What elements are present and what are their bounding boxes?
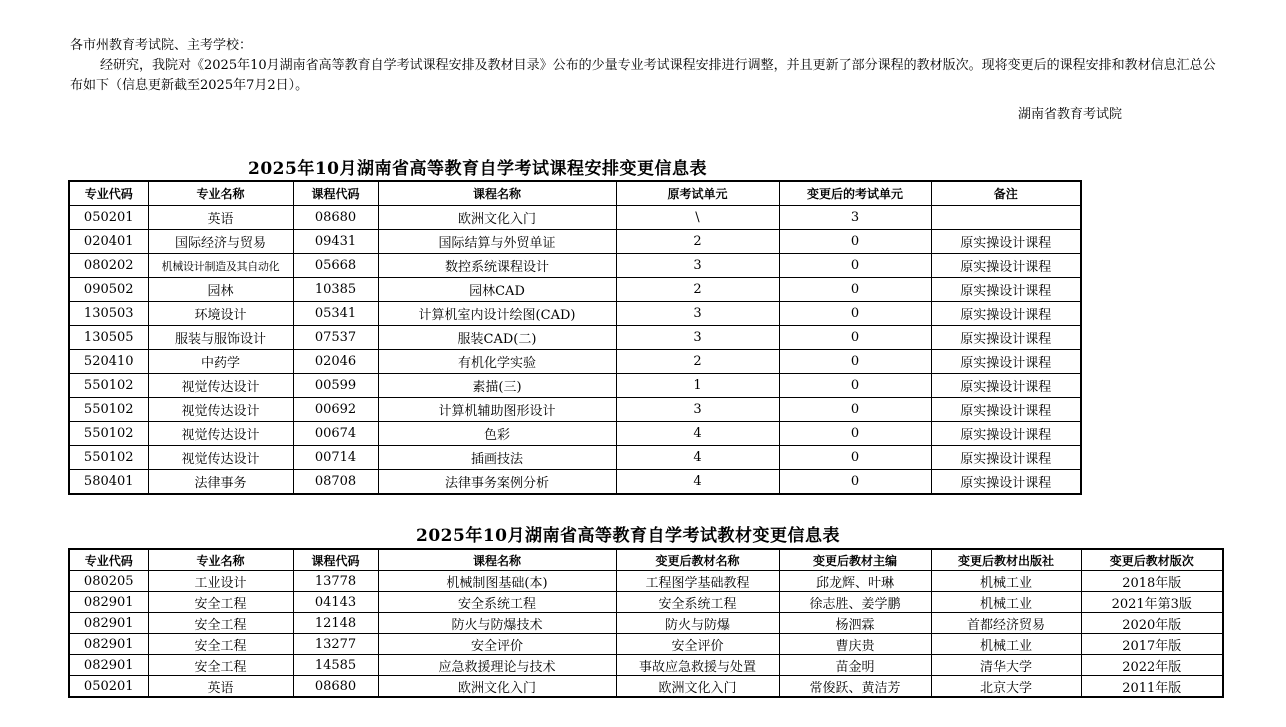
textbook-cell: 英语 <box>148 676 293 698</box>
textbook-cell: 清华大学 <box>931 655 1081 676</box>
textbook-cell: 14585 <box>293 655 378 676</box>
schedule-cell: 1 <box>616 374 779 398</box>
schedule-cell: 园林 <box>148 278 293 302</box>
textbook-header-cell: 变更后教材主编 <box>779 549 931 571</box>
schedule-cell: 0 <box>779 398 931 422</box>
textbook-row <box>69 655 1223 676</box>
textbook-cell: 常俊跃、黄洁芳 <box>779 676 931 698</box>
schedule-row <box>69 470 1081 495</box>
schedule-cell: 08708 <box>293 470 378 495</box>
textbook-cell: 13778 <box>293 571 378 592</box>
signature: 湖南省教育考试院 <box>1018 107 1123 122</box>
schedule-cell: 08680 <box>293 206 378 230</box>
textbook-row <box>69 613 1223 634</box>
textbook-cell: 北京大学 <box>931 676 1081 698</box>
textbook-cell: 苗金明 <box>779 655 931 676</box>
schedule-cell: 550102 <box>69 398 148 422</box>
schedule-cell: 0 <box>779 326 931 350</box>
schedule-cell: 0 <box>779 374 931 398</box>
schedule-cell: 原实操设计课程 <box>931 230 1081 254</box>
schedule-cell: 欧洲文化入门 <box>378 206 616 230</box>
schedule-cell: 0 <box>779 350 931 374</box>
textbook-cell: 安全工程 <box>148 634 293 655</box>
textbook-cell: 徐志胜、姜学鹏 <box>779 592 931 613</box>
textbook-cell: 曹庆贵 <box>779 634 931 655</box>
textbook-cell: 欧洲文化入门 <box>616 676 779 698</box>
textbook-cell: 13277 <box>293 634 378 655</box>
textbook-header-cell: 变更后教材出版社 <box>931 549 1081 571</box>
schedule-header-cell: 备注 <box>931 181 1081 206</box>
schedule-cell: 原实操设计课程 <box>931 422 1081 446</box>
textbook-cell: 安全评价 <box>616 634 779 655</box>
textbook-cell: 工业设计 <box>148 571 293 592</box>
schedule-cell: 4 <box>616 446 779 470</box>
textbook-cell: 机械工业 <box>931 592 1081 613</box>
schedule-cell: 法律事务案例分析 <box>378 470 616 495</box>
schedule-cell: 130505 <box>69 326 148 350</box>
schedule-cell: 原实操设计课程 <box>931 374 1081 398</box>
textbook-cell: 08680 <box>293 676 378 698</box>
schedule-cell: 原实操设计课程 <box>931 326 1081 350</box>
schedule-cell: 视觉传达设计 <box>148 398 293 422</box>
textbook-cell: 082901 <box>69 613 148 634</box>
schedule-row <box>69 278 1081 302</box>
textbook-cell: 安全系统工程 <box>378 592 616 613</box>
textbook-change-table <box>68 548 1224 698</box>
schedule-row <box>69 350 1081 374</box>
schedule-cell: 法律事务 <box>148 470 293 495</box>
schedule-row <box>69 302 1081 326</box>
textbook-cell: 邱龙辉、叶琳 <box>779 571 931 592</box>
schedule-cell: 09431 <box>293 230 378 254</box>
textbook-header-cell: 变更后教材名称 <box>616 549 779 571</box>
schedule-cell: 2 <box>616 278 779 302</box>
greeting: 各市州教育考试院、主考学校： <box>70 38 253 53</box>
textbook-cell: 机械工业 <box>931 634 1081 655</box>
schedule-cell: 080202 <box>69 254 148 278</box>
schedule-table-title: 2025年10月湖南省高等教育自学考试课程安排变更信息表 <box>248 159 707 179</box>
schedule-cell: 550102 <box>69 446 148 470</box>
notice-body: 经研究，我院对《2025年10月湖南省高等教育自学考试课程安排及教材目录》公布的少量专业考试课程安排进行调整，并且更新了部分课程的教材版次。现将变更后的课程安排和教材信息汇总公布如下（信息更新截至2025年7月2日）。 <box>70 58 1216 93</box>
textbook-cell: 2011年版 <box>1081 676 1223 698</box>
schedule-cell: 原实操设计课程 <box>931 470 1081 495</box>
schedule-row <box>69 374 1081 398</box>
schedule-cell: 0 <box>779 470 931 495</box>
schedule-cell: 原实操设计课程 <box>931 302 1081 326</box>
schedule-cell: 视觉传达设计 <box>148 422 293 446</box>
textbook-header-cell: 变更后教材版次 <box>1081 549 1223 571</box>
schedule-cell: 3 <box>779 206 931 230</box>
schedule-row <box>69 206 1081 230</box>
textbook-cell: 2018年版 <box>1081 571 1223 592</box>
schedule-row <box>69 326 1081 350</box>
textbook-cell: 事故应急救援与处置 <box>616 655 779 676</box>
schedule-cell: 计算机辅助图形设计 <box>378 398 616 422</box>
textbook-cell: 防火与防爆技术 <box>378 613 616 634</box>
schedule-row <box>69 254 1081 278</box>
schedule-cell: 插画技法 <box>378 446 616 470</box>
schedule-cell: 素描(三) <box>378 374 616 398</box>
schedule-cell: 园林CAD <box>378 278 616 302</box>
schedule-cell: 有机化学实验 <box>378 350 616 374</box>
textbook-cell: 杨泗霖 <box>779 613 931 634</box>
notice-intro <box>70 36 1220 96</box>
textbook-row <box>69 634 1223 655</box>
schedule-cell: 580401 <box>69 470 148 495</box>
schedule-cell: 计算机室内设计绘图(CAD) <box>378 302 616 326</box>
textbook-cell: 04143 <box>293 592 378 613</box>
schedule-cell: 4 <box>616 422 779 446</box>
textbook-cell: 应急救援理论与技术 <box>378 655 616 676</box>
schedule-cell: 服装与服饰设计 <box>148 326 293 350</box>
textbook-cell: 2022年版 <box>1081 655 1223 676</box>
schedule-cell: \ <box>616 206 779 230</box>
schedule-cell: 520410 <box>69 350 148 374</box>
schedule-cell: 色彩 <box>378 422 616 446</box>
schedule-header-cell: 变更后的考试单元 <box>779 181 931 206</box>
textbook-row <box>69 571 1223 592</box>
schedule-cell <box>931 206 1081 230</box>
textbook-cell: 防火与防爆 <box>616 613 779 634</box>
schedule-row <box>69 398 1081 422</box>
schedule-cell: 数控系统课程设计 <box>378 254 616 278</box>
textbook-cell: 12148 <box>293 613 378 634</box>
schedule-cell: 3 <box>616 254 779 278</box>
textbook-cell: 机械制图基础(本) <box>378 571 616 592</box>
schedule-header-cell: 课程代码 <box>293 181 378 206</box>
textbook-header-cell: 课程代码 <box>293 549 378 571</box>
schedule-row <box>69 446 1081 470</box>
schedule-cell: 090502 <box>69 278 148 302</box>
schedule-cell: 原实操设计课程 <box>931 254 1081 278</box>
schedule-header-cell: 课程名称 <box>378 181 616 206</box>
schedule-cell: 2 <box>616 350 779 374</box>
schedule-cell: 00599 <box>293 374 378 398</box>
schedule-cell: 视觉传达设计 <box>148 374 293 398</box>
schedule-cell: 3 <box>616 326 779 350</box>
textbook-cell: 082901 <box>69 655 148 676</box>
schedule-cell: 550102 <box>69 374 148 398</box>
textbook-cell: 050201 <box>69 676 148 698</box>
textbook-cell: 082901 <box>69 592 148 613</box>
schedule-cell: 0 <box>779 302 931 326</box>
schedule-cell: 05668 <box>293 254 378 278</box>
schedule-cell: 原实操设计课程 <box>931 350 1081 374</box>
textbook-cell: 082901 <box>69 634 148 655</box>
schedule-row <box>69 422 1081 446</box>
schedule-cell: 3 <box>616 398 779 422</box>
schedule-cell: 10385 <box>293 278 378 302</box>
textbook-header-cell: 课程名称 <box>378 549 616 571</box>
schedule-cell: 服装CAD(二) <box>378 326 616 350</box>
schedule-cell: 020401 <box>69 230 148 254</box>
textbook-row <box>69 592 1223 613</box>
textbook-row <box>69 676 1223 698</box>
schedule-cell: 550102 <box>69 422 148 446</box>
schedule-cell: 130503 <box>69 302 148 326</box>
textbook-cell: 2017年版 <box>1081 634 1223 655</box>
schedule-cell: 00692 <box>293 398 378 422</box>
textbook-cell: 欧洲文化入门 <box>378 676 616 698</box>
schedule-cell: 0 <box>779 254 931 278</box>
schedule-cell: 2 <box>616 230 779 254</box>
textbook-cell: 安全评价 <box>378 634 616 655</box>
schedule-cell: 中药学 <box>148 350 293 374</box>
schedule-cell: 0 <box>779 446 931 470</box>
schedule-cell: 原实操设计课程 <box>931 398 1081 422</box>
schedule-cell: 国际经济与贸易 <box>148 230 293 254</box>
schedule-cell: 0 <box>779 230 931 254</box>
schedule-header-cell: 专业代码 <box>69 181 148 206</box>
schedule-header-cell: 原考试单元 <box>616 181 779 206</box>
schedule-cell: 英语 <box>148 206 293 230</box>
schedule-cell: 00714 <box>293 446 378 470</box>
schedule-cell: 视觉传达设计 <box>148 446 293 470</box>
textbook-header-cell: 专业名称 <box>148 549 293 571</box>
textbook-cell: 080205 <box>69 571 148 592</box>
schedule-cell: 环境设计 <box>148 302 293 326</box>
textbook-table-title: 2025年10月湖南省高等教育自学考试教材变更信息表 <box>416 526 840 546</box>
textbook-header-cell: 专业代码 <box>69 549 148 571</box>
textbook-cell: 首都经济贸易 <box>931 613 1081 634</box>
schedule-cell: 02046 <box>293 350 378 374</box>
schedule-cell: 4 <box>616 470 779 495</box>
schedule-cell: 原实操设计课程 <box>931 278 1081 302</box>
schedule-change-table <box>68 180 1082 495</box>
schedule-cell: 0 <box>779 422 931 446</box>
schedule-cell: 机械设计制造及其自动化 <box>148 254 293 278</box>
schedule-cell: 050201 <box>69 206 148 230</box>
textbook-cell: 2020年版 <box>1081 613 1223 634</box>
textbook-cell: 安全工程 <box>148 613 293 634</box>
schedule-cell: 07537 <box>293 326 378 350</box>
textbook-cell: 安全系统工程 <box>616 592 779 613</box>
schedule-cell: 0 <box>779 278 931 302</box>
schedule-cell: 3 <box>616 302 779 326</box>
textbook-cell: 机械工业 <box>931 571 1081 592</box>
textbook-cell: 2021年第3版 <box>1081 592 1223 613</box>
schedule-cell: 00674 <box>293 422 378 446</box>
textbook-cell: 安全工程 <box>148 592 293 613</box>
schedule-cell: 国际结算与外贸单证 <box>378 230 616 254</box>
textbook-cell: 工程图学基础教程 <box>616 571 779 592</box>
schedule-header-cell: 专业名称 <box>148 181 293 206</box>
schedule-row <box>69 230 1081 254</box>
schedule-cell: 原实操设计课程 <box>931 446 1081 470</box>
schedule-cell: 05341 <box>293 302 378 326</box>
textbook-cell: 安全工程 <box>148 655 293 676</box>
